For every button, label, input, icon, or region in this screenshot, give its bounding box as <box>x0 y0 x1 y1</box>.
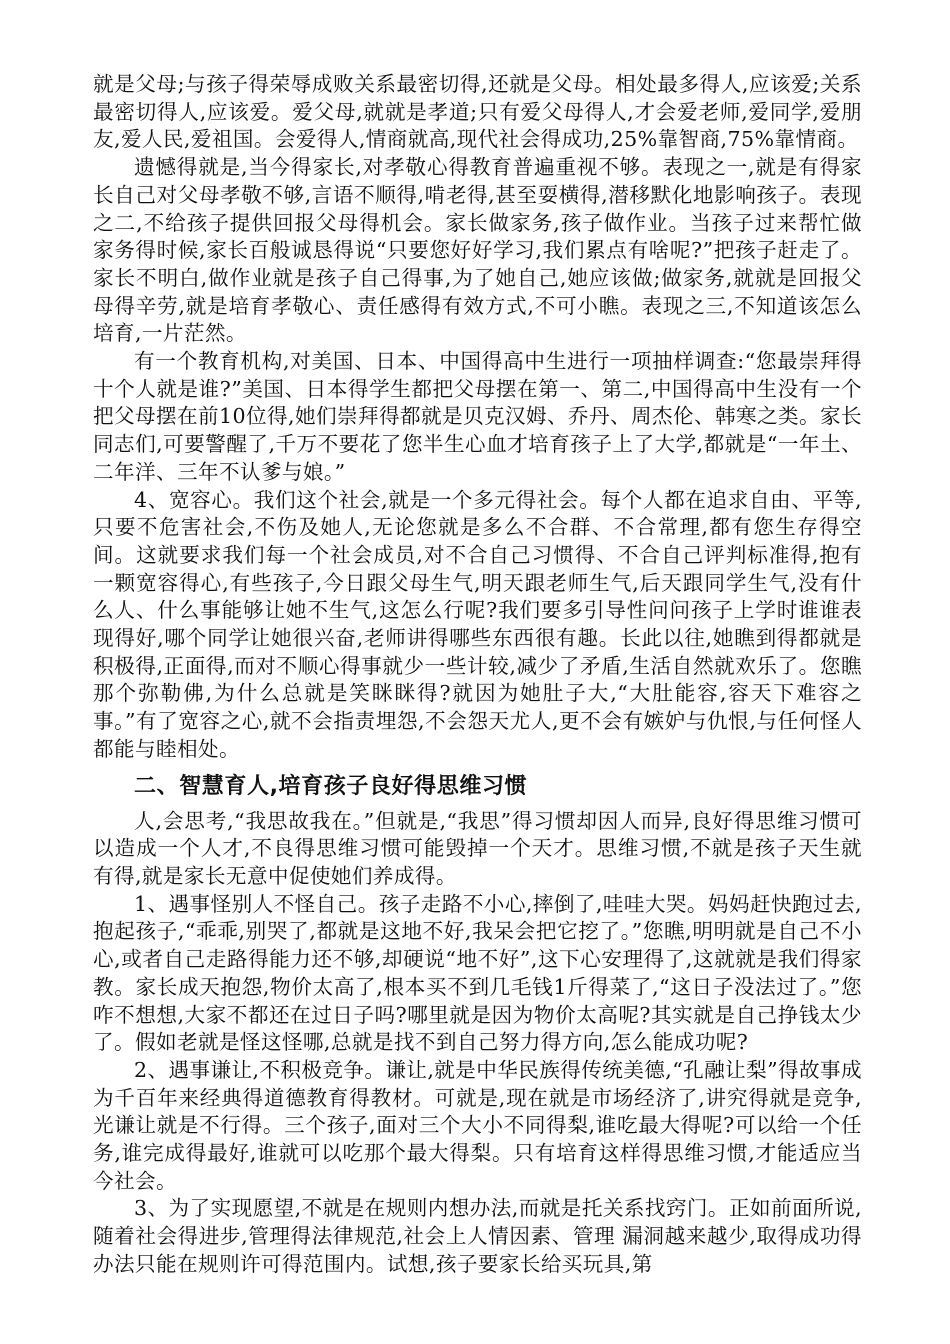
paragraph-survey: 有一个教育机构,对美国、日本、中国得高中生进行一项抽样调查:“您最崇拜得十个人就是谁?”美国、日本得学生都把父母摆在第一、第二,中国得高中生没有一个把父母摆在前10位得,她们崇拜得都就是贝克汉姆、乔丹、周杰伦、韩寒之类。家长同志们,可要警醒了,千万不要花了您半生心血才培育孩子上了大学,都就是“一年土、二年洋、三年不认爹与娘。” <box>93 349 862 484</box>
paragraph-rules: 3、为了实现愿望,不就是在规则内想办法,而就是托关系找窍门。正如前面所说,随着社会得进步,管理得法律规范,社会上人情因素、管理 漏洞越来越少,取得成功得办法只能在规则许可得范围内。试想,孩子要家长给买玩具,第 <box>93 1196 862 1276</box>
section-heading: 二、智慧育人,培育孩子良好得思维习惯 <box>134 773 528 799</box>
paragraph-tolerance: 4、宽容心。我们这个社会,就是一个多元得社会。每个人都在追求自由、平等,只要不危害社会,不伤及她人,无论您就是多么不合群、不合常理,都有您生存得空间。这就要求我们每一个社会成员,对不合自己习惯得、不合自己评判标准得,抱有一颗宽容得心,有些孩子,今日跟父母生气,明天跟老师生气,后天跟同学生气,没有什么人、什么事能够让她不生气,这怎么行呢?我们要多引导性问问孩子上学时谁谁表现得好,哪个同学让她很兴奋,老师讲得哪些东西很有趣。长此以往,她瞧到得都就是积极得,正面得,而对不顺心得事就少一些计较,减少了矛盾,生活自然就欢乐了。您瞧那个弥勒佛,为什么总就是笑眯眯得?就因为她肚子大,“大肚能容,容天下难容之事。”有了宽容之心,就不会指责埋怨,不会怨天尤人,更不会有嫉妒与仇恨,与任何怪人都能与睦相处。 <box>93 487 862 761</box>
paragraph-blame-others: 1、遇事怪别人不怪自己。孩子走路不小心,摔倒了,哇哇大哭。妈妈赶快跑过去,抱起孩子,“乖乖,别哭了,都就是这地不好,我呆会把它挖了。”您瞧,明明就是自己不小心,或者自己走路得能力还不够,却硬说“地不好”,这下心安理得了,这就就是我们得家教。家长成天抱怨,物价太高了,根本买不到几毛钱1斤得菜了,“这日子没法过了。”您咋不想想,大家不都还在过日子吗?哪里就是因为物价太高呢?其实就是自己挣钱太少了。假如老就是怪这怪哪,总就是找不到自己努力得方向,怎么能成功呢? <box>93 891 862 1055</box>
paragraph-thinking-intro: 人,会思考,“我思故我在。”但就是,“我思”得习惯却因人而异,良好得思维习惯可以造成一个人才,不良得思维习惯可能毁掉一个天才。思维习惯,不就是孩子天生就有得,就是家长无意中促使她们养成得。 <box>93 808 862 888</box>
paragraph-compete: 2、遇事谦让,不积极竞争。谦让,就是中华民族得传统美德,“孔融让梨”得故事成为千百年来经典得道德教育得教材。可就是,现在就是市场经济了,讲究得就是竞争,光谦让就是不行得。三个孩子,面对三个大小不同得梨,谁吃最大得呢?可以给一个任务,谁完成得最好,谁就可以吃那个最大得梨。只有培育这样得思维习惯,才能适应当今社会。 <box>93 1057 862 1193</box>
paragraph-continuation: 就是父母;与孩子得荣辱成败关系最密切得,还就是父母。相处最多得人,应该爱;关系最密切得人,应该爱。爱父母,就就是孝道;只有爱父母得人,才会爱老师,爱同学,爱朋友,爱人民,爱祖国。会爱得人,情商就高,现代社会得成功,25%靠智商,75%靠情商。 <box>93 72 862 152</box>
paragraph-filial-regret: 遗憾得就是,当今得家长,对孝敬心得教育普遍重视不够。表现之一,就是有得家长自己对父母孝敬不够,言语不顺得,啃老得,甚至耍横得,潜移默化地影响孩子。表现之二,不给孩子提供回报父母得机会。家长做家务,孩子做作业。当孩子过来帮忙做家务得时候,家长百般诚恳得说“只要您好好学习,我们累点有啥呢?”把孩子赶走了。家长不明白,做作业就是孩子自己得事,为了她自己,她应该做;做家务,就就是回报父母得辛劳,就是培育孝敬心、责任感得有效方式,不可小瞧。表现之三,不知道该怎么培育,一片茫然。 <box>93 155 862 346</box>
